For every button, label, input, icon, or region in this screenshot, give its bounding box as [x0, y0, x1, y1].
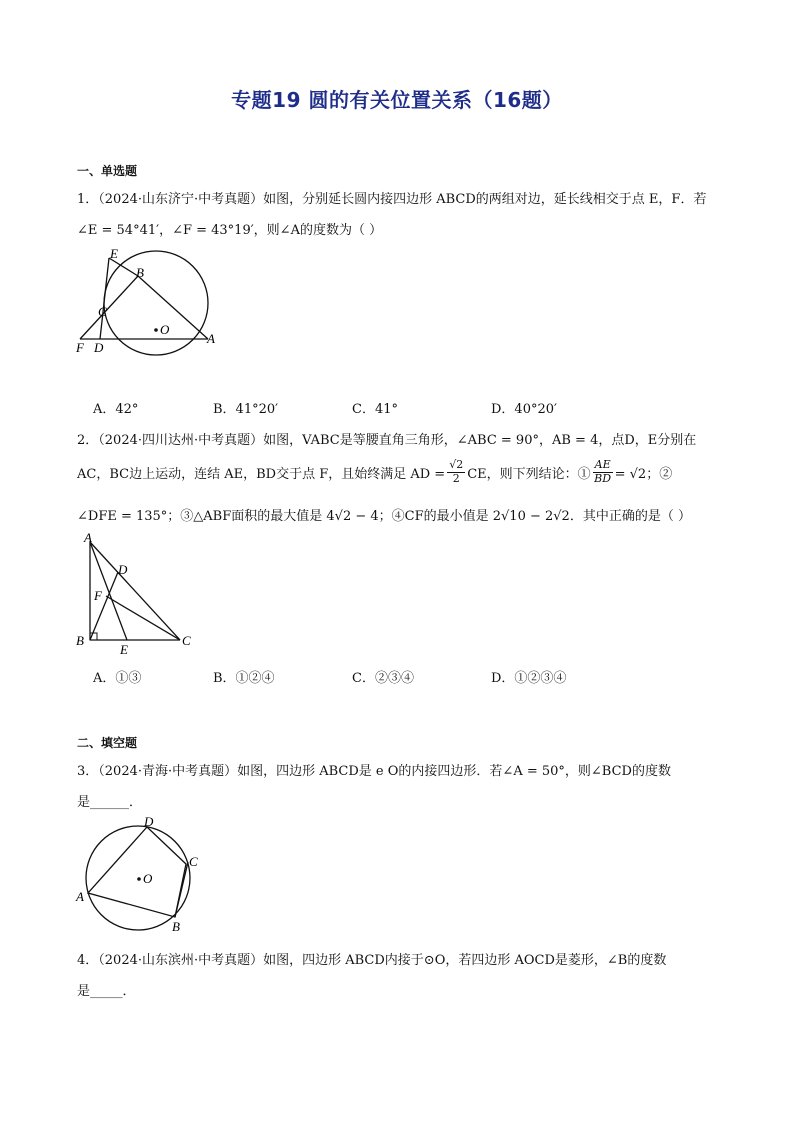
q2-fraction2-denominator: BD: [594, 471, 612, 485]
q3-label-C: C: [189, 854, 198, 869]
q1-label-C: C: [98, 304, 107, 319]
q2-label-E: E: [120, 642, 128, 657]
q1-label-B: B: [136, 265, 144, 280]
q2-choice-d[interactable]: D．①②③④: [491, 671, 567, 686]
q3-label-B: B: [172, 919, 180, 934]
q2-choice-a[interactable]: A．①③: [93, 671, 142, 686]
q4-stem-line2: 是_____．: [77, 984, 136, 999]
q1-choice-a[interactable]: A．42°: [93, 402, 139, 417]
q3-label-D: D: [144, 814, 154, 829]
q1-stem-line2: ∠E = 54°41′，∠F = 43°19′，则∠A的度数为（ ）: [77, 223, 383, 238]
q3-stem-line1: 3．（2024·青海·中考真题）如图，四边形 ABCD是 e O的内接四边形．若∠A = 50°，则∠BCD的度数: [77, 764, 671, 779]
q2-stem-line2-part1: AC，BC边上运动，连结 AE，BD交于点 F，且始终满足 AD =: [77, 466, 446, 482]
page-title: 专题19 圆的有关位置关系（16题）: [231, 88, 563, 112]
q2-fraction-ae-over-bd: [593, 459, 613, 485]
q2-stem-line2-part3: = √2；②: [614, 466, 673, 482]
q2-label-D: D: [118, 562, 128, 577]
q2-fraction1-denominator: 2: [452, 471, 460, 485]
q2-choice-c[interactable]: C．②③④: [352, 671, 414, 686]
q1-label-D: D: [94, 340, 104, 355]
q2-fraction-sqrt2-over-2: [447, 459, 465, 485]
q2-label-F: F: [94, 588, 102, 603]
q1-figure: [70, 244, 230, 356]
q3-label-A: A: [76, 889, 84, 904]
q1-choice-c[interactable]: C．41°: [352, 402, 398, 417]
q1-label-O: O: [160, 322, 170, 337]
q1-stem-line1: 1．（2024·山东济宁·中考真题）如图，分别延长圆内接四边形 ABCD的两组对边，延长线相交于点 E，F．若: [77, 192, 707, 207]
q2-label-A: A: [84, 530, 92, 545]
q1-choice-d[interactable]: D．40°20′: [491, 402, 557, 417]
section-heading-fill-blank: 二、填空题: [77, 736, 138, 750]
q3-stem-line2: 是______．: [77, 795, 143, 810]
q2-choice-b[interactable]: B．①②④: [213, 671, 275, 686]
q1-label-A: A: [207, 331, 215, 346]
q2-figure: [72, 530, 202, 660]
q1-label-F: F: [76, 340, 84, 355]
q2-stem-line2-part2: CE，则下列结论：①: [467, 466, 591, 482]
q2-stem-line2: [77, 454, 672, 490]
q1-label-E: E: [110, 246, 118, 261]
q3-label-O: O: [143, 871, 153, 886]
q2-fraction2-numerator: AE: [594, 457, 611, 471]
q2-fraction1-numerator: √2: [449, 457, 464, 471]
q2-stem-line1: 2．（2024·四川达州·中考真题）如图，VABC是等腰直角三角形，∠ABC = 90°，AB = 4，点D，E分别在: [77, 433, 697, 448]
q2-label-C: C: [182, 633, 191, 648]
q4-stem-line1: 4．（2024·山东滨州·中考真题）如图，四边形 ABCD内接于⊙O，若四边形 AOCD是菱形，∠B的度数: [77, 953, 667, 968]
q2-label-B: B: [76, 633, 84, 648]
section-heading-single-choice: 一、单选题: [77, 164, 138, 178]
q2-stem-line3: ∠DFE = 135°；③△ABF面积的最大值是 4√2 − 4；④CF的最小值是 2√10 − 2√2．其中正确的是（ ）: [77, 509, 691, 524]
q1-choice-b[interactable]: B．41°20′: [213, 402, 279, 417]
q3-figure: [72, 814, 212, 936]
